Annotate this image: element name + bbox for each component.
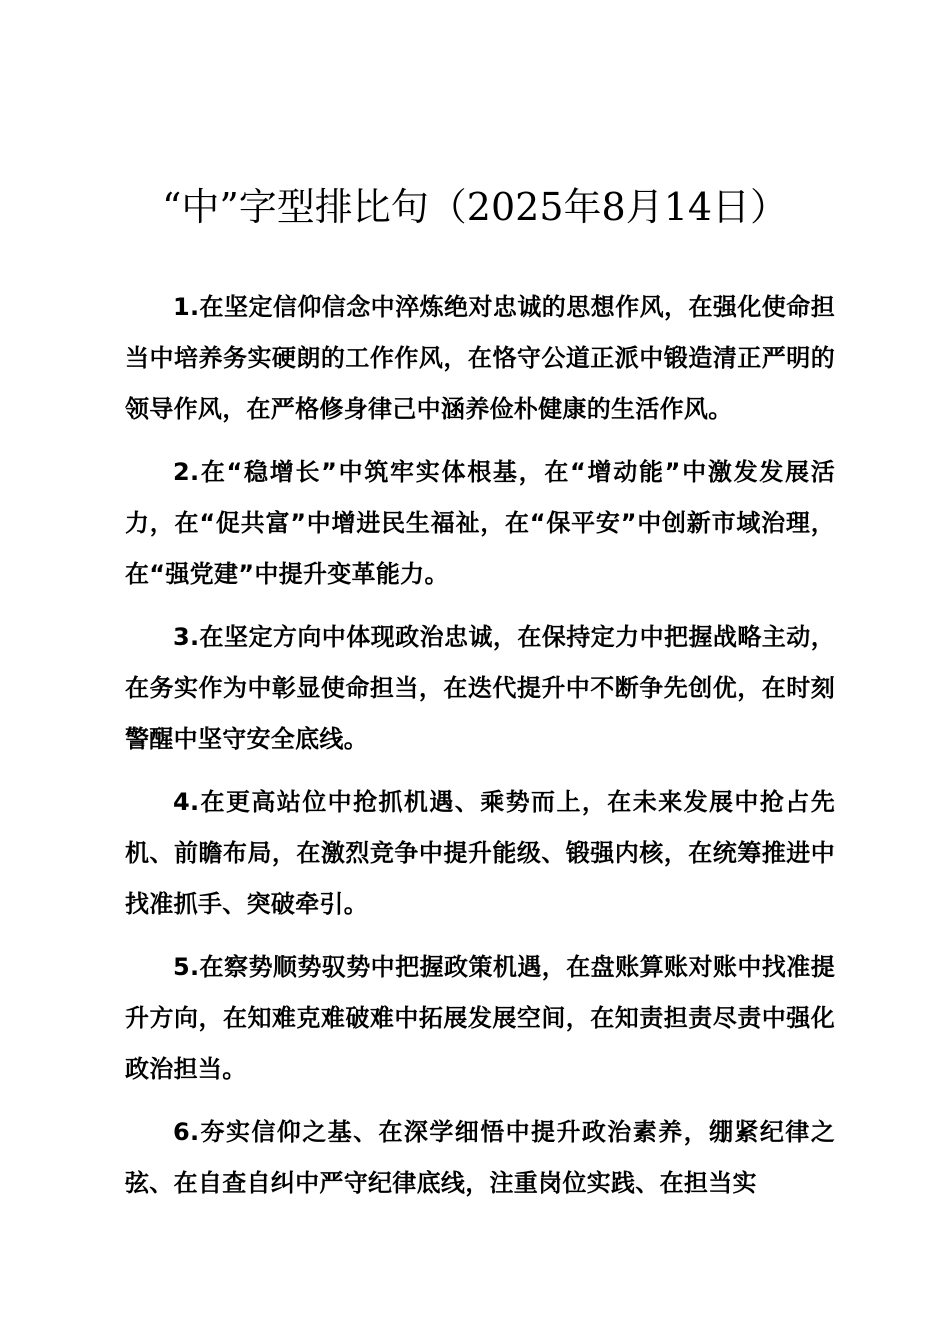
paragraph-5: 5.在察势顺势驭势中把握政策机遇，在盘账算账对账中找准提升方向，在知难克难破难中拓展发展空间，在知责担责尽责中强化政治担当。 — [125, 953, 835, 1083]
paragraph-6: 6.夯实信仰之基、在深学细悟中提升政治素养，绷紧纪律之弦、在自查自纠中严守纪律底线，注重岗位实践、在担当实 — [125, 1118, 835, 1197]
paragraph-2: 2.在“稳增长”中筑牢实体根基，在“增动能”中激发发展活力，在“促共富”中增进民生福祉，在“保平安”中创新市域治理，在“强党建”中提升变革能力。 — [125, 458, 835, 588]
paragraph-4: 4.在更高站位中抢抓机遇、乘势而上，在未来发展中抢占先机、前瞻布局，在激烈竞争中提升能级、锻强内核，在统筹推进中找准抓手、突破牵引。 — [125, 788, 835, 918]
paragraph-3: 3.在坚定方向中体现政治忠诚，在保持定力中把握战略主动，在务实作为中彰显使命担当，在迭代提升中不断争先创优，在时刻警醒中坚守安全底线。 — [125, 623, 835, 753]
document-body — [125, 282, 835, 1221]
paragraph-1: 1.在坚定信仰信念中淬炼绝对忠诚的思想作风，在强化使命担当中培养务实硬朗的工作作风，在恪守公道正派中锻造清正严明的领导作风，在严格修身律己中涵养俭朴健康的生活作风。 — [125, 293, 835, 423]
document-title: “中”字型排比句（2025年8月14日） — [161, 185, 789, 229]
